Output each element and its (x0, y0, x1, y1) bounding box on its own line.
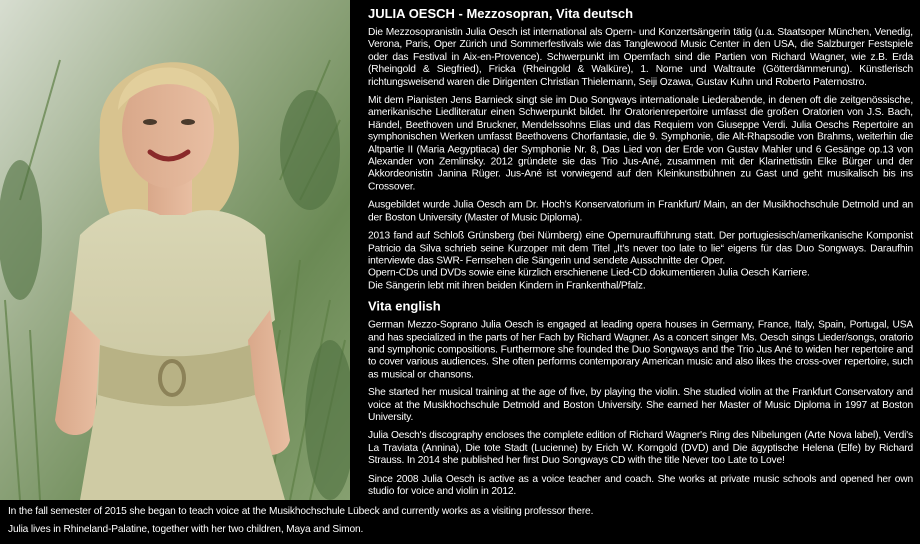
biography-text (368, 6, 913, 504)
german-bio-paragraph-2: Mit dem Pianisten Jens Barnieck singt sie im Duo Songways internationale Liederabende, in denen oft die zeitgenössische, amerikanische Liedliteratur einen Schwerpunkt bildet. Ihr Oratorienrepertoire umfasst die großen Oratorien von J.S. Bach, Händel, Beethoven und Bruckner, Mendelssohns Elias und das Requiem von Giuseppe Verdi. Julia Oeschs Repertoire an symphonischen Werken umfasst Beethovens Chorfantasie, die 9. Symphonie, die Alt-Rhapsodie von Brahms, weiterhin die Altpartie II (Maria Aegyptiaca) der Symphonie Nr. 8, Das Lied von der Erde von Gustav Mahler und 6 Gesänge op.13 von Alexander von Zemlinsky. 2012 gründete sie das Trio Jus-Ané, zusammen mit der Klarinettistin Elke Bürger und der Akkordeonistin Janina Rüger. Jus-Ané ist vorwiegend auf den Kleinkunstbühnen zu Gast und geht musikalisch bis ins Crossover. (368, 94, 913, 193)
german-bio-paragraph-1: Die Mezzosopranistin Julia Oesch ist international als Opern- und Konzertsängerin tätig (u.a. Staatsoper München, Venedig, Verona, Paris, Oper Zürich und Sommerfestivals wie das Tanglewood Music Center in den USA, die Salzburger Festspiele oder das Festival in Aix-en-Provence). Schwerpunkt im Opernfach sind die Partien von Richard Wagner, wie z.B. Erda (Rheingold & Siegfried), Fricka (Rheingold & Walküre), 1. Norne und Waltraute (Götterdämmerung). Künstlerisch richtungsweisend waren die Dirigenten Christian Thielemann, Seiji Ozawa, Gustav Kuhn und Roberto Paternostro. (368, 26, 913, 88)
german-bio-paragraph-6: Die Sängerin lebt mit ihren beiden Kindern in Frankenthal/Pfalz. (368, 280, 646, 292)
bio-footer-text (8, 506, 908, 543)
german-bio-paragraph-5: Opern-CDs und DVDs sowie eine kürzlich erschienene Lied-CD dokumentieren Julia Oesch Karriere. (368, 267, 810, 279)
english-bio-paragraph-4: Since 2008 Julia Oesch is active as a voice teacher and coach. She works at private music schools and opened her own studio for voice and violin in 2012. (368, 473, 913, 498)
english-bio-paragraph-1: German Mezzo-Soprano Julia Oesch is engaged at leading opera houses in Germany, France, Italy, Spain, Portugal, USA and has specialized in the parts of her Fach by Richard Wagner. As a concert singer Ms. Oesch sings Lieder/songs, oratorio and symphonic compositions. Furthermore she founded the Duo Songways and the Trio Jus Ané to widen her repertoire and to cover various audiences. She often performs contemporary American music and also likes the cross-over repertoire, such as musical or chansons. (368, 319, 913, 381)
english-bio-title: Vita english (368, 298, 441, 314)
german-bio-title: JULIA OESCH - Mezzosopran, Vita deutsch (368, 6, 634, 21)
german-bio-paragraph-4: 2013 fand auf Schloß Grünsberg (bei Nürnberg) eine Opernuraufführung statt. Der portugiesisch/amerikanische Komponist Patricio da Silva schrieb seine Kurzoper mit dem Titel „It's never too late to lie“ eigens für das Duo Songways. Daraufhin interviewte das SWR- Fernsehen die Sängerin und sendete Ausschnitte der Oper. (368, 230, 913, 267)
english-bio-paragraph-2: She started her musical training at the age of five, by playing the violin. She studied violin at the Frankfurt Conservatory and voice at the Musikhochschule Detmold and Boston University. She earned her Master of Music Diploma in 1997 at Boston University. (368, 387, 913, 424)
portrait-illustration (0, 0, 350, 500)
english-bio-paragraph-6: Julia lives in Rhineland-Palatine, together with her two children, Maya and Simon. (8, 524, 364, 536)
english-bio-paragraph-5: In the fall semester of 2015 she began to teach voice at the Musikhochschule Lübeck and currently works as a visiting professor there. (8, 506, 594, 517)
english-bio-paragraph-3: Julia Oesch's discography encloses the complete edition of Richard Wagner's Ring des Nibelungen (Arte Nova label), Verdi's La Traviata (Annina), Die tote Stadt (Lucienne) by Erich W. Korngold (DVD) and Die ägyptische Helena (Elfe) by Richard Strauss. In 2014 she published her first Duo Songways CD with the title Never too Late to Love! (368, 430, 913, 467)
portrait-photo (0, 0, 350, 500)
german-bio-paragraph-3: Ausgebildet wurde Julia Oesch am Dr. Hoch's Konservatorium in Frankfurt/ Main, an der Musikhochschule Detmold und an der Boston University (Master of Music Diploma). (368, 199, 913, 224)
